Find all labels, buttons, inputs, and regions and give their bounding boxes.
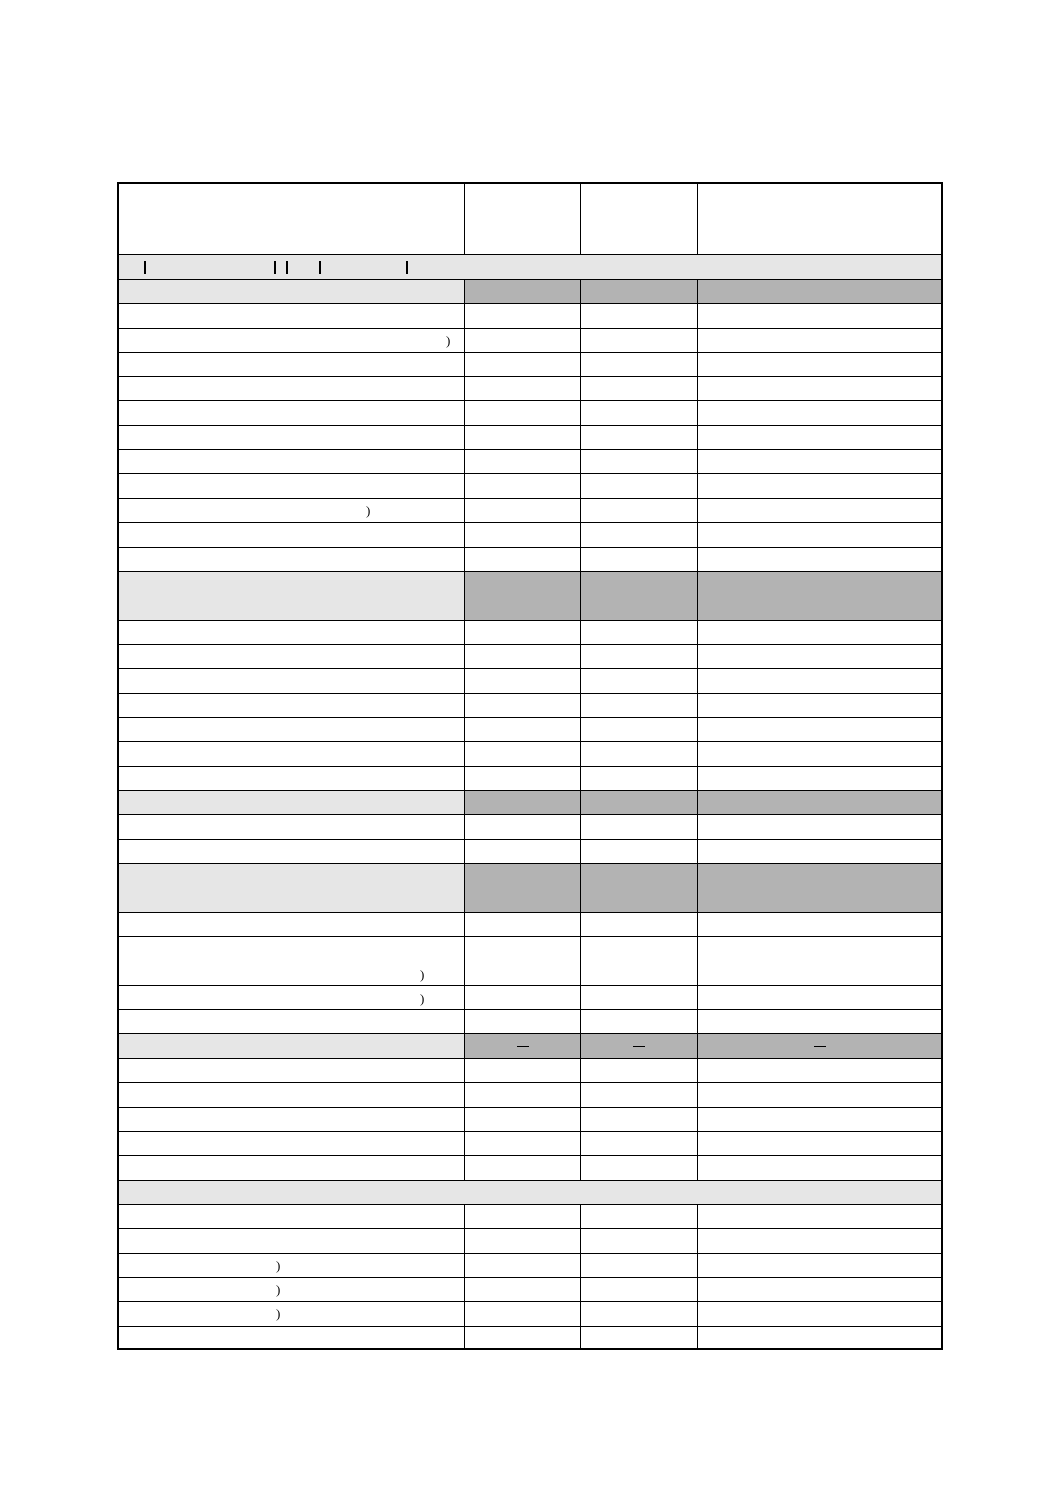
table-row [119,499,941,523]
paren-mark: ) [420,991,425,1006]
section-label [119,280,465,303]
band-cell [119,1181,941,1204]
table-row [119,1278,941,1302]
table-row [119,815,941,840]
header-cell-label [119,184,465,254]
table-row [119,1083,941,1108]
paren-mark: ) [366,503,371,518]
section-band-bottom [119,1181,941,1205]
section-label [119,864,465,912]
header-cell-col1 [465,184,581,254]
paren-mark: ) [276,1282,281,1297]
header-cell-col3 [698,184,941,254]
section-row-1 [119,280,941,304]
table-row [119,353,941,377]
table-row [119,694,941,718]
form-table [117,182,943,1350]
section-cell [581,1034,698,1058]
section-cell [698,864,941,912]
table-row [119,1108,941,1132]
table-row [119,1229,941,1254]
section-cell [698,791,941,814]
table-row [119,523,941,548]
section-row-5 [119,1034,941,1059]
table-row [119,450,941,474]
section-cell [581,864,698,912]
table-row [119,1010,941,1034]
section-cell [465,791,581,814]
dash-mark [517,1046,529,1047]
section-band-top [119,255,941,280]
section-row-3 [119,791,941,815]
table-row [119,718,941,742]
table-row [119,329,941,353]
paren-mark: ) [276,1306,281,1321]
table-row [119,401,941,426]
paren-mark: ) [446,333,451,348]
table-row [119,1156,941,1181]
section-cell [465,280,581,303]
print-mark [144,261,146,274]
table-row [119,937,941,986]
section-cell [465,572,581,620]
table-row [119,1205,941,1229]
table-row [119,645,941,669]
dash-mark [814,1046,826,1047]
section-label [119,1034,465,1058]
section-cell [698,280,941,303]
section-label [119,791,465,814]
table-row [119,1254,941,1278]
table-row [119,377,941,401]
print-mark [286,261,288,274]
table-row [119,1132,941,1156]
header-cell-col2 [581,184,698,254]
section-row-2 [119,572,941,621]
table-row [119,621,941,645]
section-cell [581,280,698,303]
section-row-4 [119,864,941,913]
print-mark [406,261,408,274]
table-row [119,669,941,694]
table-row [119,742,941,767]
table-row [119,304,941,329]
table-row [119,474,941,499]
table-header-row [119,184,941,255]
table-row [119,1059,941,1083]
section-cell [465,864,581,912]
table-row [119,986,941,1010]
section-cell [465,1034,581,1058]
table-row [119,1302,941,1327]
table-row [119,1327,941,1348]
paren-mark: ) [420,967,425,982]
section-cell [581,791,698,814]
table-row [119,840,941,864]
print-mark [274,261,276,274]
section-cell [698,572,941,620]
table-row [119,913,941,937]
paren-mark: ) [276,1258,281,1273]
table-row [119,426,941,450]
table-row [119,548,941,572]
table-row [119,767,941,791]
section-cell [698,1034,941,1058]
section-label [119,572,465,620]
band-cell [119,255,941,279]
dash-mark [633,1046,645,1047]
section-cell [581,572,698,620]
print-mark [319,261,321,274]
